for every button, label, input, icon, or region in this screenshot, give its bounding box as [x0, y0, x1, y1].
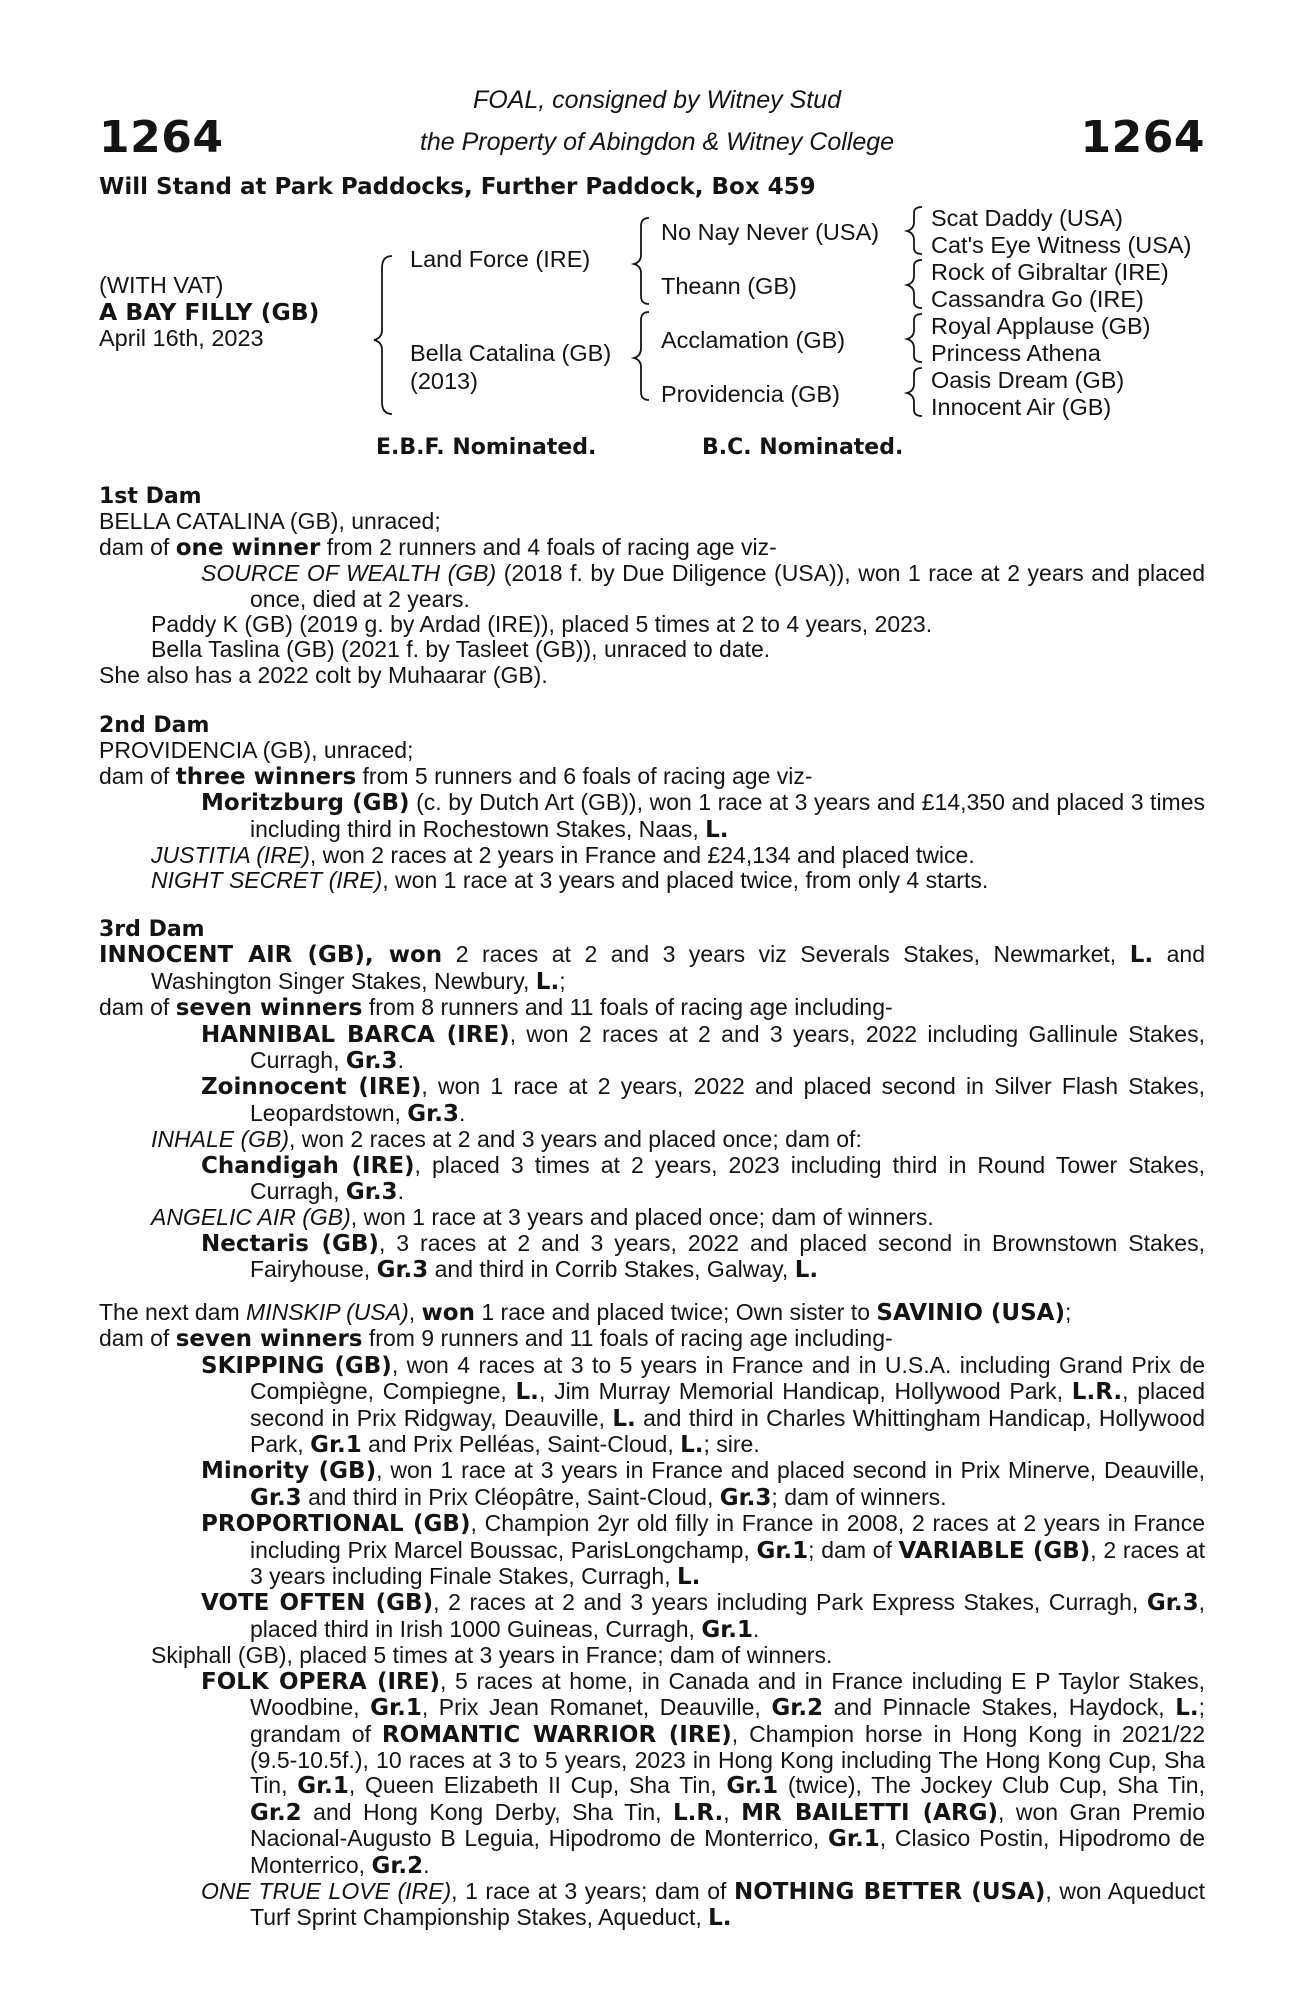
- ggs-1: Scat Daddy (USA): [931, 205, 1123, 231]
- first-dam-produce-summary: dam of one winner from 2 runners and 4 foals of racing age viz-: [99, 533, 777, 561]
- next-dam-section: [99, 1300, 1205, 1932]
- third-dam-name: INNOCENT AIR (GB), won 2 races at 2 and 3 years viz Severals Stakes, Newmarket, L. and Washington Singer Stakes, Newbury, L.;: [99, 941, 1206, 995]
- next-dam-foal-2: Minority (GB), won 1 race at 3 years in France and placed second in Prix Minerve, Deauville, Gr.3 and third in Prix Cléopâtre, Saint-Cloud, Gr.3; dam of winners.: [201, 1457, 1205, 1511]
- dam-sire: Acclamation (GB): [661, 327, 846, 353]
- vat-note: (WITH VAT): [99, 272, 224, 298]
- dam-dam: Providencia (GB): [661, 381, 840, 407]
- ebf-nomination: E.B.F. Nominated.: [376, 435, 597, 460]
- first-dam-name: BELLA CATALINA (GB), unraced;: [99, 508, 441, 535]
- consignor-line-1: FOAL, consigned by Witney Stud: [472, 86, 842, 114]
- first-dam-section: [99, 484, 1205, 688]
- first-dam-foal-1: SOURCE OF WEALTH (GB) (2018 f. by Due Diligence (USA)), won 1 race at 2 years and placed once, died at 2 years.: [201, 560, 1205, 612]
- next-dam-grandfoal-1: PROPORTIONAL (GB), Champion 2yr old filly in France in 2008, 2 races at 2 years in France including Prix Marcel Boussac, ParisLongchamp, Gr.1; dam of VARIABLE (GB), 2 races at 3 years including Finale Stakes, Curragh, L.: [201, 1510, 1205, 1591]
- third-dam-foal-2: Zoinnocent (IRE), won 1 race at 2 years, 2022 and placed second in Silver Flash Stakes, Leopardstown, Gr.3.: [201, 1073, 1205, 1127]
- consignor-line-2: the Property of Abingdon & Witney College: [419, 128, 895, 156]
- next-dam-grandfoal-4: ONE TRUE LOVE (IRE), 1 race at 3 years; dam of NOTHING BETTER (USA), won Aqueduct Turf Sprint Championship Stakes, Aqueduct, L.: [201, 1877, 1205, 1932]
- second-dam-foal-1: Moritzburg (GB) (c. by Dutch Art (GB)), won 1 race at 3 years and £14,350 and placed 3 times including third in Rochestown Stakes, Naas, L.: [201, 789, 1206, 843]
- next-dam-grandfoal-3: FOLK OPERA (IRE), 5 races at home, in Canada and in France including E P Taylor Stakes, Woodbine, Gr.1, Prix Jean Romanet, Deauville, Gr.2 and Pinnacle Stakes, Haydock, L.; grandam of ROMANTIC WARRIOR (IRE), Champion horse in Hong Kong in 2021/22 (9.5-10.5f.), 10 races at 3 to 5 years, 2023 in Hong Kong including The Hong Kong Cup, Sha Tin, Gr.1, Queen Elizabeth II Cup, Sha Tin, Gr.1 (twice), The Jockey Club Cup, Sha Tin, Gr.2 and Hong Kong Derby, Sha Tin, L.R., MR BAILETTI (ARG), won Gran Premio Nacional-Augusto B Leguia, Hipodromo de Monterrico, Gr.1, Clasico Postin, Hipodromo de Monterrico, Gr.2.: [201, 1667, 1205, 1879]
- first-dam-note: She also has a 2022 colt by Muhaarar (GB).: [99, 661, 548, 688]
- second-dam-section: [99, 713, 1205, 894]
- second-dam-heading: 2nd Dam: [99, 713, 210, 738]
- dam: Bella Catalina (GB): [410, 340, 612, 366]
- first-dam-foal-3: Bella Taslina (GB) (2021 f. by Tasleet (GB)), unraced to date.: [151, 636, 771, 663]
- ggd-1: Cat's Eye Witness (USA): [931, 232, 1192, 258]
- ggs-2: Rock of Gibraltar (IRE): [931, 259, 1169, 285]
- second-dam-foal-3: NIGHT SECRET (IRE), won 1 race at 3 years and placed twice, from only 4 starts.: [151, 867, 989, 894]
- third-dam-foal-1: HANNIBAL BARCA (IRE), won 2 races at 2 and 3 years, 2022 including Gallinule Stakes, Curragh, Gr.3.: [201, 1020, 1205, 1075]
- third-dam-heading: 3rd Dam: [99, 917, 205, 942]
- next-dam-foal-3: Skiphall (GB), placed 5 times at 3 years in France; dam of winners.: [151, 1642, 833, 1669]
- ggd-2: Cassandra Go (IRE): [931, 286, 1144, 312]
- lot-number-left: 1264: [99, 112, 224, 163]
- first-dam-foal-2: Paddy K (GB) (2019 g. by Ardad (IRE)), placed 5 times at 2 to 4 years, 2023.: [151, 611, 933, 638]
- ggs-3: Royal Applause (GB): [931, 313, 1151, 339]
- third-dam-foal-4: ANGELIC AIR (GB), won 1 race at 3 years and placed once; dam of winners.: [151, 1204, 934, 1231]
- ggs-4: Oasis Dream (GB): [931, 367, 1125, 393]
- ggd-4: Innocent Air (GB): [931, 394, 1112, 420]
- dam-year: (2013): [410, 368, 478, 394]
- second-dam-name: PROVIDENCIA (GB), unraced;: [99, 737, 414, 764]
- stand-location: Will Stand at Park Paddocks, Further Paddock, Box 459: [99, 174, 816, 200]
- lot-number-right: 1264: [1080, 112, 1205, 163]
- sire-sire: No Nay Never (USA): [661, 219, 880, 245]
- bc-nomination: B.C. Nominated.: [702, 435, 904, 460]
- third-dam-grandfoal-1: Chandigah (IRE), placed 3 times at 2 years, 2023 including third in Round Tower Stakes, Curragh, Gr.3.: [201, 1151, 1205, 1206]
- second-dam-produce-summary: dam of three winners from 5 runners and 6 foals of racing age viz-: [99, 762, 813, 790]
- third-dam-foal-3: INHALE (GB), won 2 races at 2 and 3 years and placed once; dam of:: [151, 1126, 862, 1153]
- ggd-3: Princess Athena: [931, 340, 1101, 366]
- third-dam-section: [99, 917, 1205, 1284]
- next-dam-produce-summary: dam of seven winners from 9 runners and 11 foals of racing age including-: [99, 1325, 893, 1353]
- sire: Land Force (IRE): [410, 246, 591, 272]
- next-dam-name: The next dam MINSKIP (USA), won 1 race and placed twice; Own sister to SAVINIO (USA);: [99, 1299, 1072, 1326]
- third-dam-grandfoal-2: Nectaris (GB), 3 races at 2 and 3 years, 2022 and placed second in Brownstown Stakes, Fairyhouse, Gr.3 and third in Corrib Stakes, Galway, L.: [201, 1229, 1205, 1284]
- next-dam-grandfoal-2: VOTE OFTEN (GB), 2 races at 2 and 3 years including Park Express Stakes, Curragh, Gr.3, placed third in Irish 1000 Guineas, Curragh, Gr.1.: [201, 1589, 1205, 1643]
- horse-name: A BAY FILLY (GB): [99, 298, 320, 326]
- first-dam-heading: 1st Dam: [99, 484, 202, 509]
- next-dam-foal-1: SKIPPING (GB), won 4 races at 3 to 5 years in France and in U.S.A. including Grand Prix de Compiègne, Compiegne, L., Jim Murray Memorial Handicap, Hollywood Park, L.R., placed second in Prix Ridgway, Deauville, L. and third in Charles Whittingham Handicap, Hollywood Park, Gr.1 and Prix Pelléas, Saint-Cloud, L.; sire.: [201, 1351, 1205, 1459]
- third-dam-produce-summary: dam of seven winners from 8 runners and 11 foals of racing age including-: [99, 994, 893, 1022]
- horse-dob: April 16th, 2023: [99, 325, 264, 351]
- second-dam-foal-2: JUSTITIA (IRE), won 2 races at 2 years in France and £24,134 and placed twice.: [151, 842, 975, 869]
- sire-dam: Theann (GB): [661, 273, 797, 299]
